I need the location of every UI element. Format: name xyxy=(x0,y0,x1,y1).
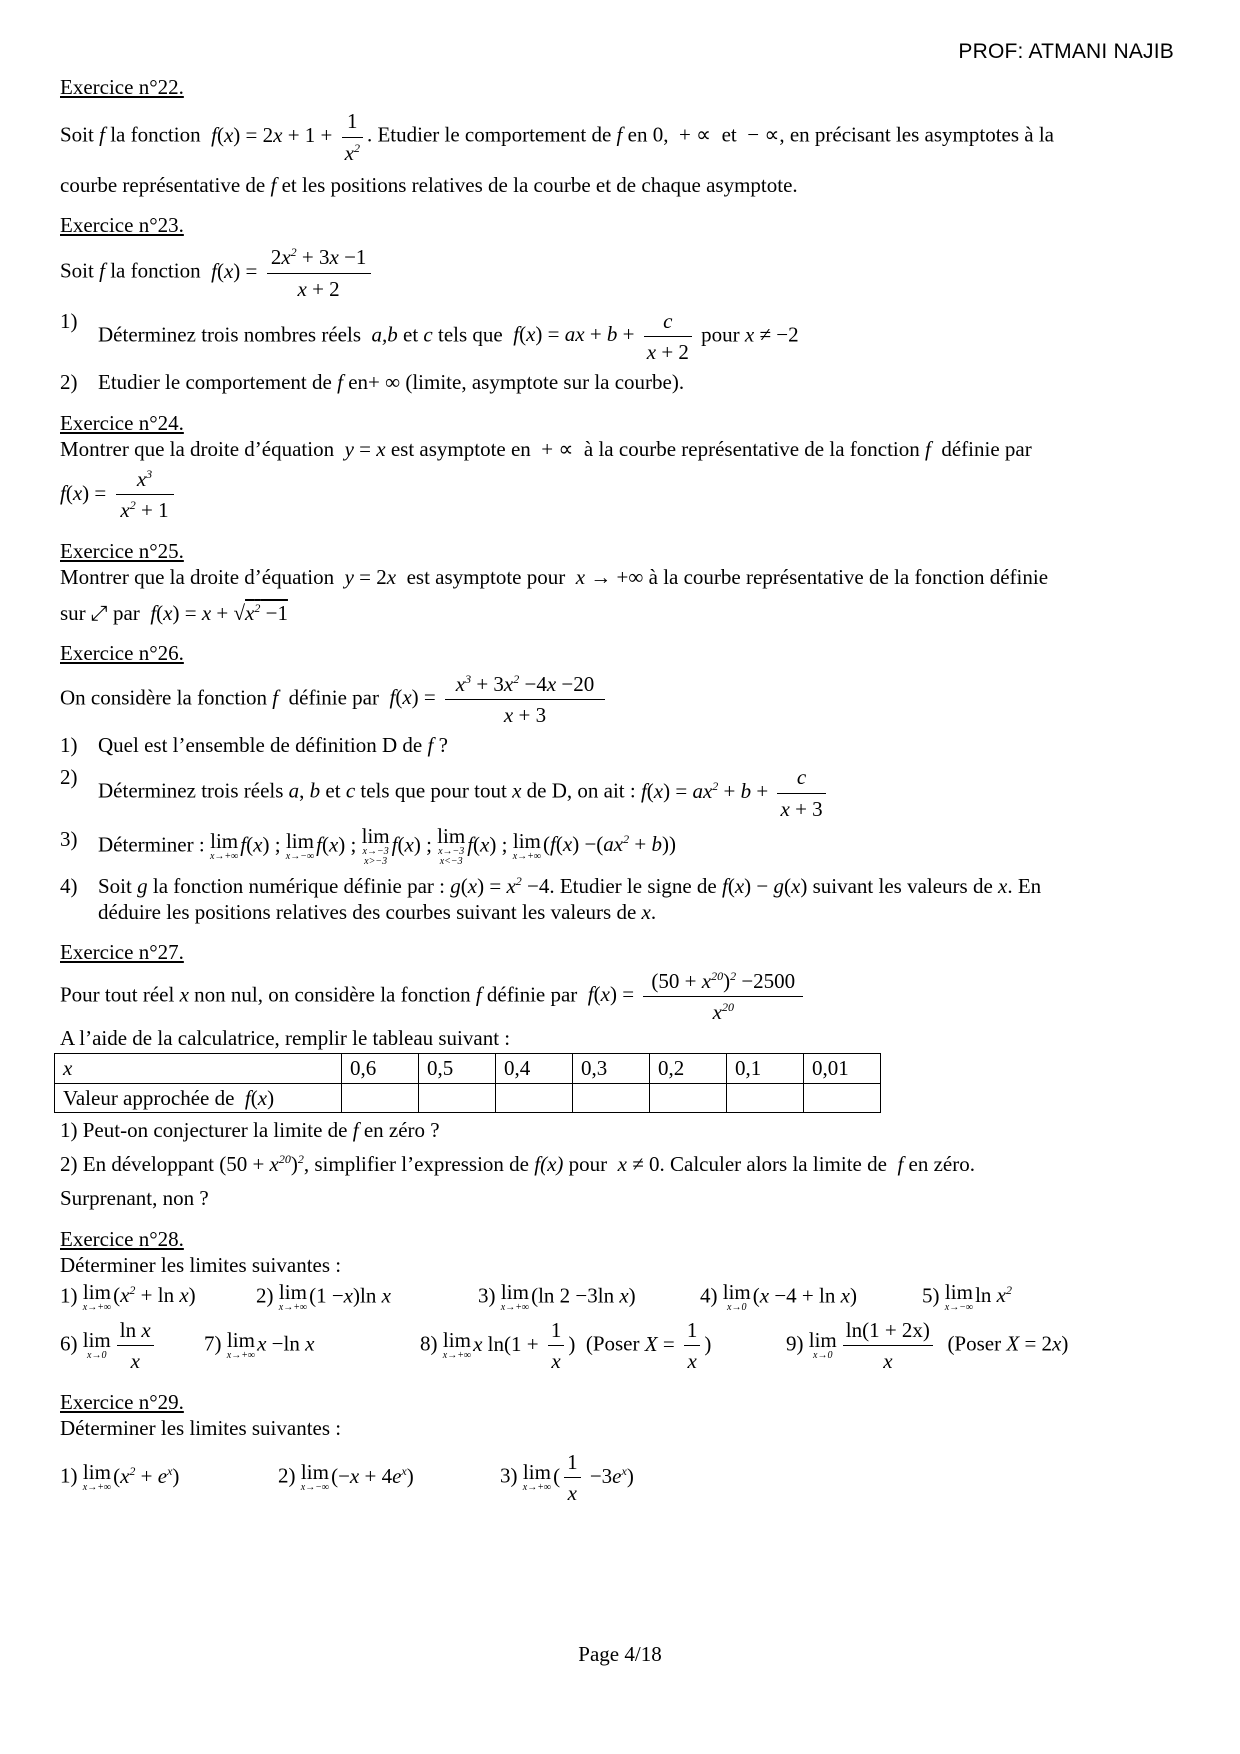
exercise-22-statement: Soit f la fonction f(x) = 2x + 1 + $\frac{1}{x^2}$ . Etudier le comportement de f en 0, + ∝ et − ∝, en précisant les asymptotes à la xyxy=(60,109,1055,165)
exercise-23-intro: Soit f la fonction f(x) = $\frac{2x^2 + 3x -1}{x + 2}$ xyxy=(60,244,1180,302)
exercise-28-limits-row-1: 1) lim x→+∞ $(x^2 + \ln x)$ 2) lim x→+∞ (1 −x)ln x 3) lim x→+∞ (ln 2 −3ln x) 4) lim x→0 (x −4 + ln x) 5) lim x→−∞ $\ln x^2$ xyxy=(60,1280,1012,1313)
exercise-28-intro: Déterminer les limites suivantes : xyxy=(60,1252,342,1277)
exercise-26-intro: On considère la fonction f définie par f(x) = $\frac{x^3 + 3x^2 -4x -20}{x + 3}$ xyxy=(60,671,1180,729)
exercise-23-title: Exercice n°23. xyxy=(60,213,184,237)
exercise-27-question-2-cont: Surprenant, non ? xyxy=(60,1186,209,1211)
table-cell: 0,2 xyxy=(650,1054,727,1083)
page-number: Page 4/18 xyxy=(578,1642,662,1666)
exercise-29-intro: Déterminer les limites suivantes : xyxy=(60,1415,342,1440)
exercise-26-title: Exercice n°26. xyxy=(60,641,184,666)
table-cell-empty xyxy=(419,1083,496,1112)
table-cell-empty xyxy=(496,1083,573,1112)
exercise-27-intro: Pour tout réel x non nul, on considère la fonction f définie par f(x) = $\frac{(50 + x^{20})^2 -2500}{x^{20}}$ xyxy=(60,968,1180,1026)
domain-arrow-icon: ⤢ xyxy=(90,601,108,625)
exercise-27-question-2: 2) En développant $(50 + x^{20})^2$, simplifier l’expression de f(x) pour x ≠ 0. Calculer alors la limite de f en zéro. xyxy=(60,1152,975,1176)
table-header-cell: x xyxy=(55,1054,342,1083)
exercise-26-question-3: 3) Déterminer : lim x→+∞ f(x) ; lim x→−∞ f(x) ; lim x→−3 x>−3 f(x) ; lim x→−3 x<−3 f(x) ; lim x→+∞ $(f(x) -(ax^2 + b))$ xyxy=(60,823,676,867)
exercise-22-title: Exercice n°22. xyxy=(60,75,184,99)
table-row xyxy=(55,1054,881,1083)
author-header: PROF: ATMANI NAJIB xyxy=(958,40,1174,63)
table-cell: 0,4 xyxy=(496,1054,573,1083)
exercise-23-question-2: 2) Etudier le comportement de f en+ ∞ (limite, asymptote sur la courbe). xyxy=(60,370,685,395)
exercise-25-title: Exercice n°25. xyxy=(60,538,184,563)
exercise-25-statement-cont: sur ⤢ par $f(x) = x + √x^2 -1$ xyxy=(60,601,288,625)
values-table xyxy=(54,1053,881,1113)
exercise-22-statement-cont: courbe représentative de f et les positions relatives de la courbe et de chaque asymptote. xyxy=(60,172,798,197)
exercise-26-question-1: 1) Quel est l’ensemble de définition D de f ? xyxy=(60,733,448,757)
document-body xyxy=(60,74,1180,1507)
exercise-29-title: Exercice n°29. xyxy=(60,1389,184,1414)
table-cell-empty xyxy=(342,1083,419,1112)
exercise-24-statement: Montrer que la droite d’équation y = x est asymptote en + ∝ à la courbe représentative de la fonction f définie par xyxy=(60,436,1032,461)
exercise-28-title: Exercice n°28. xyxy=(60,1226,184,1251)
exercise-28-limits-row-2: 6) lim x→0 $\frac{\text{ln x}}{x}$ 7) lim x→+∞ x −ln x 8) lim x→+∞ x ln(1 + $\frac{1}{x}$ ) (Poser X = $\frac{1}{x}$ ) 9) lim x→0 $\frac{\ln(1 + 2x)}{x}$ (Poser X = 2x) xyxy=(60,1318,1069,1374)
table-header-cell: Valeur approchée de f(x) xyxy=(55,1083,342,1112)
exercise-23-question-1: 1) Déterminez trois nombres réels a,b et c tels que f(x) = ax + b + $\frac{c}{x + 2}$ pour x ≠ −2 xyxy=(60,308,799,364)
table-cell: 0,6 xyxy=(342,1054,419,1083)
table-cell: 0,01 xyxy=(804,1054,881,1083)
table-row xyxy=(55,1083,881,1112)
exercise-26-question-4: 4) Soit g la fonction numérique définie par : $g(x) = x^2 -4$. Etudier le signe de f(x) − g(x) suivant les valeurs de x. En déduire les positions relatives des courbes suivant les valeurs de x. xyxy=(60,873,1042,924)
exercise-24-formula: f(x) = $\frac{x^3}{x^2 + 1}$ xyxy=(60,466,1180,524)
table-cell: 0,3 xyxy=(573,1054,650,1083)
exercise-26-question-2: 2) Déterminez trois réels a, b et c tels que pour tout x de D, on ait : $f(x) = ax^2 + b$ + $\frac{c}{x + 3}$ xyxy=(60,764,1180,822)
exercise-27-question-1: 1) Peut-on conjecturer la limite de f en zéro ? xyxy=(60,1117,440,1142)
table-cell-empty xyxy=(727,1083,804,1112)
table-cell-empty xyxy=(804,1083,881,1112)
table-cell-empty xyxy=(650,1083,727,1112)
exercise-29-limits-row: 1) lim x→+∞ $(x^2 + e^x)$ 2) lim x→−∞ $(-x + 4e^x)$ 3) lim x→+∞ ( $\frac{1}{x}$ $-3e^x$) xyxy=(60,1450,634,1506)
exercise-27-table-intro: A l’aide de la calculatrice, remplir le tableau suivant : xyxy=(60,1026,511,1050)
table-cell-empty xyxy=(573,1083,650,1112)
table-cell: 0,5 xyxy=(419,1054,496,1083)
table-cell: 0,1 xyxy=(727,1054,804,1083)
exercise-25-statement: Montrer que la droite d’équation y = 2x est asymptote pour x → +∞ à la courbe représentative de la fonction définie xyxy=(60,564,1049,589)
exercise-27-title: Exercice n°27. xyxy=(60,940,184,965)
exercise-24-title: Exercice n°24. xyxy=(60,410,184,435)
